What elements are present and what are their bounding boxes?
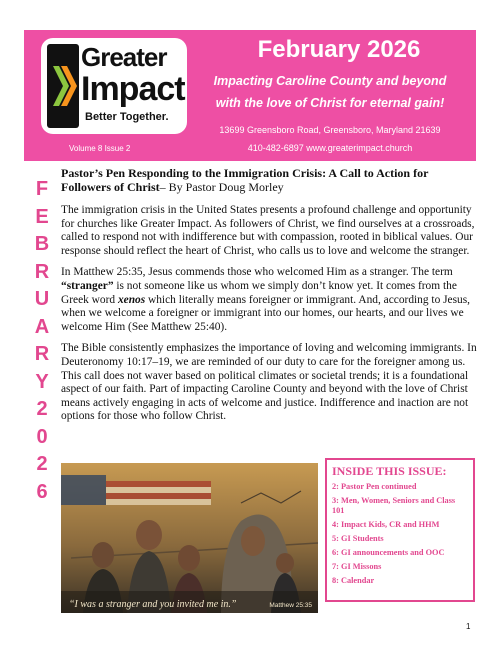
paragraph-text: is not someone like us whom we simply don’t know yet. It comes from the Greek word	[61, 279, 457, 306]
chevron-logo-icon	[47, 44, 81, 128]
side-letter: 2	[36, 453, 48, 475]
newsletter-title: February 2026	[257, 36, 421, 63]
volume-issue: Volume 8 Issue 2	[69, 144, 131, 153]
article-headline	[61, 166, 479, 194]
immigrant-family-illustration	[61, 463, 318, 613]
side-letter: 0	[36, 425, 48, 448]
side-letter: R	[34, 260, 50, 283]
illustration-art	[61, 463, 318, 613]
church-address: 13699 Greensboro Road, Greensboro, Maryland 21639	[219, 125, 441, 135]
emphasis-xenos: xenos	[117, 293, 146, 306]
pastors-pen-article	[61, 166, 479, 432]
list-item: 2: Pastor Pen continued	[332, 482, 417, 491]
side-letter: F	[35, 178, 49, 200]
page-number: 1	[466, 622, 471, 631]
headline-text: Pastor’s Pen Responding to the Immigration Crisis: A Call to Action for Followers of Christ	[61, 166, 429, 194]
article-paragraph	[61, 266, 479, 334]
inside-title: INSIDE THIS ISSUE:	[332, 464, 447, 478]
emphasis-stranger: “stranger”	[61, 279, 114, 292]
header-banner	[24, 30, 476, 161]
list-item: 5: GI Students	[332, 534, 384, 543]
side-letter: 6	[36, 480, 48, 503]
inside-this-issue-box	[325, 458, 475, 602]
mission-tagline	[184, 70, 476, 114]
logo-word-impact: Impact	[81, 70, 185, 108]
side-letter: U	[34, 288, 50, 310]
side-letter: A	[34, 315, 50, 338]
vertical-month-year	[30, 176, 54, 506]
list-item: 6: GI announcements and OOC	[332, 548, 445, 557]
side-letter: Y	[35, 370, 49, 393]
article-paragraph: The Bible consistently emphasizes the importance of loving and welcoming immigrants. In Deuteronomy 10:17–19, we are reminded of our duty to care for the foreigner among us. This call does not waver based on political climates or societal trends; it is a foundational aspect of our faith. Part of impacting Caroline County and beyond with the love of Christ means actively engaging in acts of welcome and justice. Indifference and inaction are not options for those who follow Christ.	[61, 342, 477, 423]
side-letter: 2	[36, 398, 48, 420]
scripture-reference: Matthew 25:35	[269, 602, 312, 609]
tagline-line-1: Impacting Caroline County and beyond	[213, 74, 447, 88]
church-contact: 410-482-6897 www.greaterimpact.church	[247, 143, 413, 153]
article-paragraph: The immigration crisis in the United States presents a profound challenge and opportunity for churches like Greater Impact. As followers of Christ, we find ourselves at a crossroads, called to respond not with indifference but with compassion, rooted in biblical values. Our response should reflect the heart of Christ, who calls us to love and welcome the stranger.	[61, 204, 475, 257]
list-item: 7: GI Missons	[332, 562, 382, 571]
logo-word-greater: Greater	[81, 42, 167, 72]
side-letter: B	[34, 233, 50, 255]
side-letter: E	[35, 205, 49, 228]
side-letter: R	[34, 343, 50, 365]
scripture-caption: “I was a stranger and you invited me in.”	[69, 599, 237, 610]
list-item: 3: Men, Women, Seniors and Class 101	[332, 496, 456, 515]
paragraph-text: which literally means foreigner or immigrant. And, according to Jesus, when we welcome a foreigner or immigrant into our homes, our hearts, and our lives we welcome Him (See Matthew 25:40).	[61, 293, 471, 333]
tagline-line-2: with the love of Christ for eternal gain!	[215, 96, 445, 110]
article-byline: – By Pastor Doug Morley	[159, 180, 284, 194]
logo-tagline: Better Together.	[85, 111, 169, 123]
list-item: 4: Impact Kids, CR and HHM	[332, 520, 440, 529]
paragraph-text: In Matthew 25:35, Jesus commends those who welcomed Him as a stranger. The term	[61, 266, 453, 279]
list-item: 8: Calendar	[332, 576, 375, 585]
greater-impact-logo	[41, 38, 187, 134]
